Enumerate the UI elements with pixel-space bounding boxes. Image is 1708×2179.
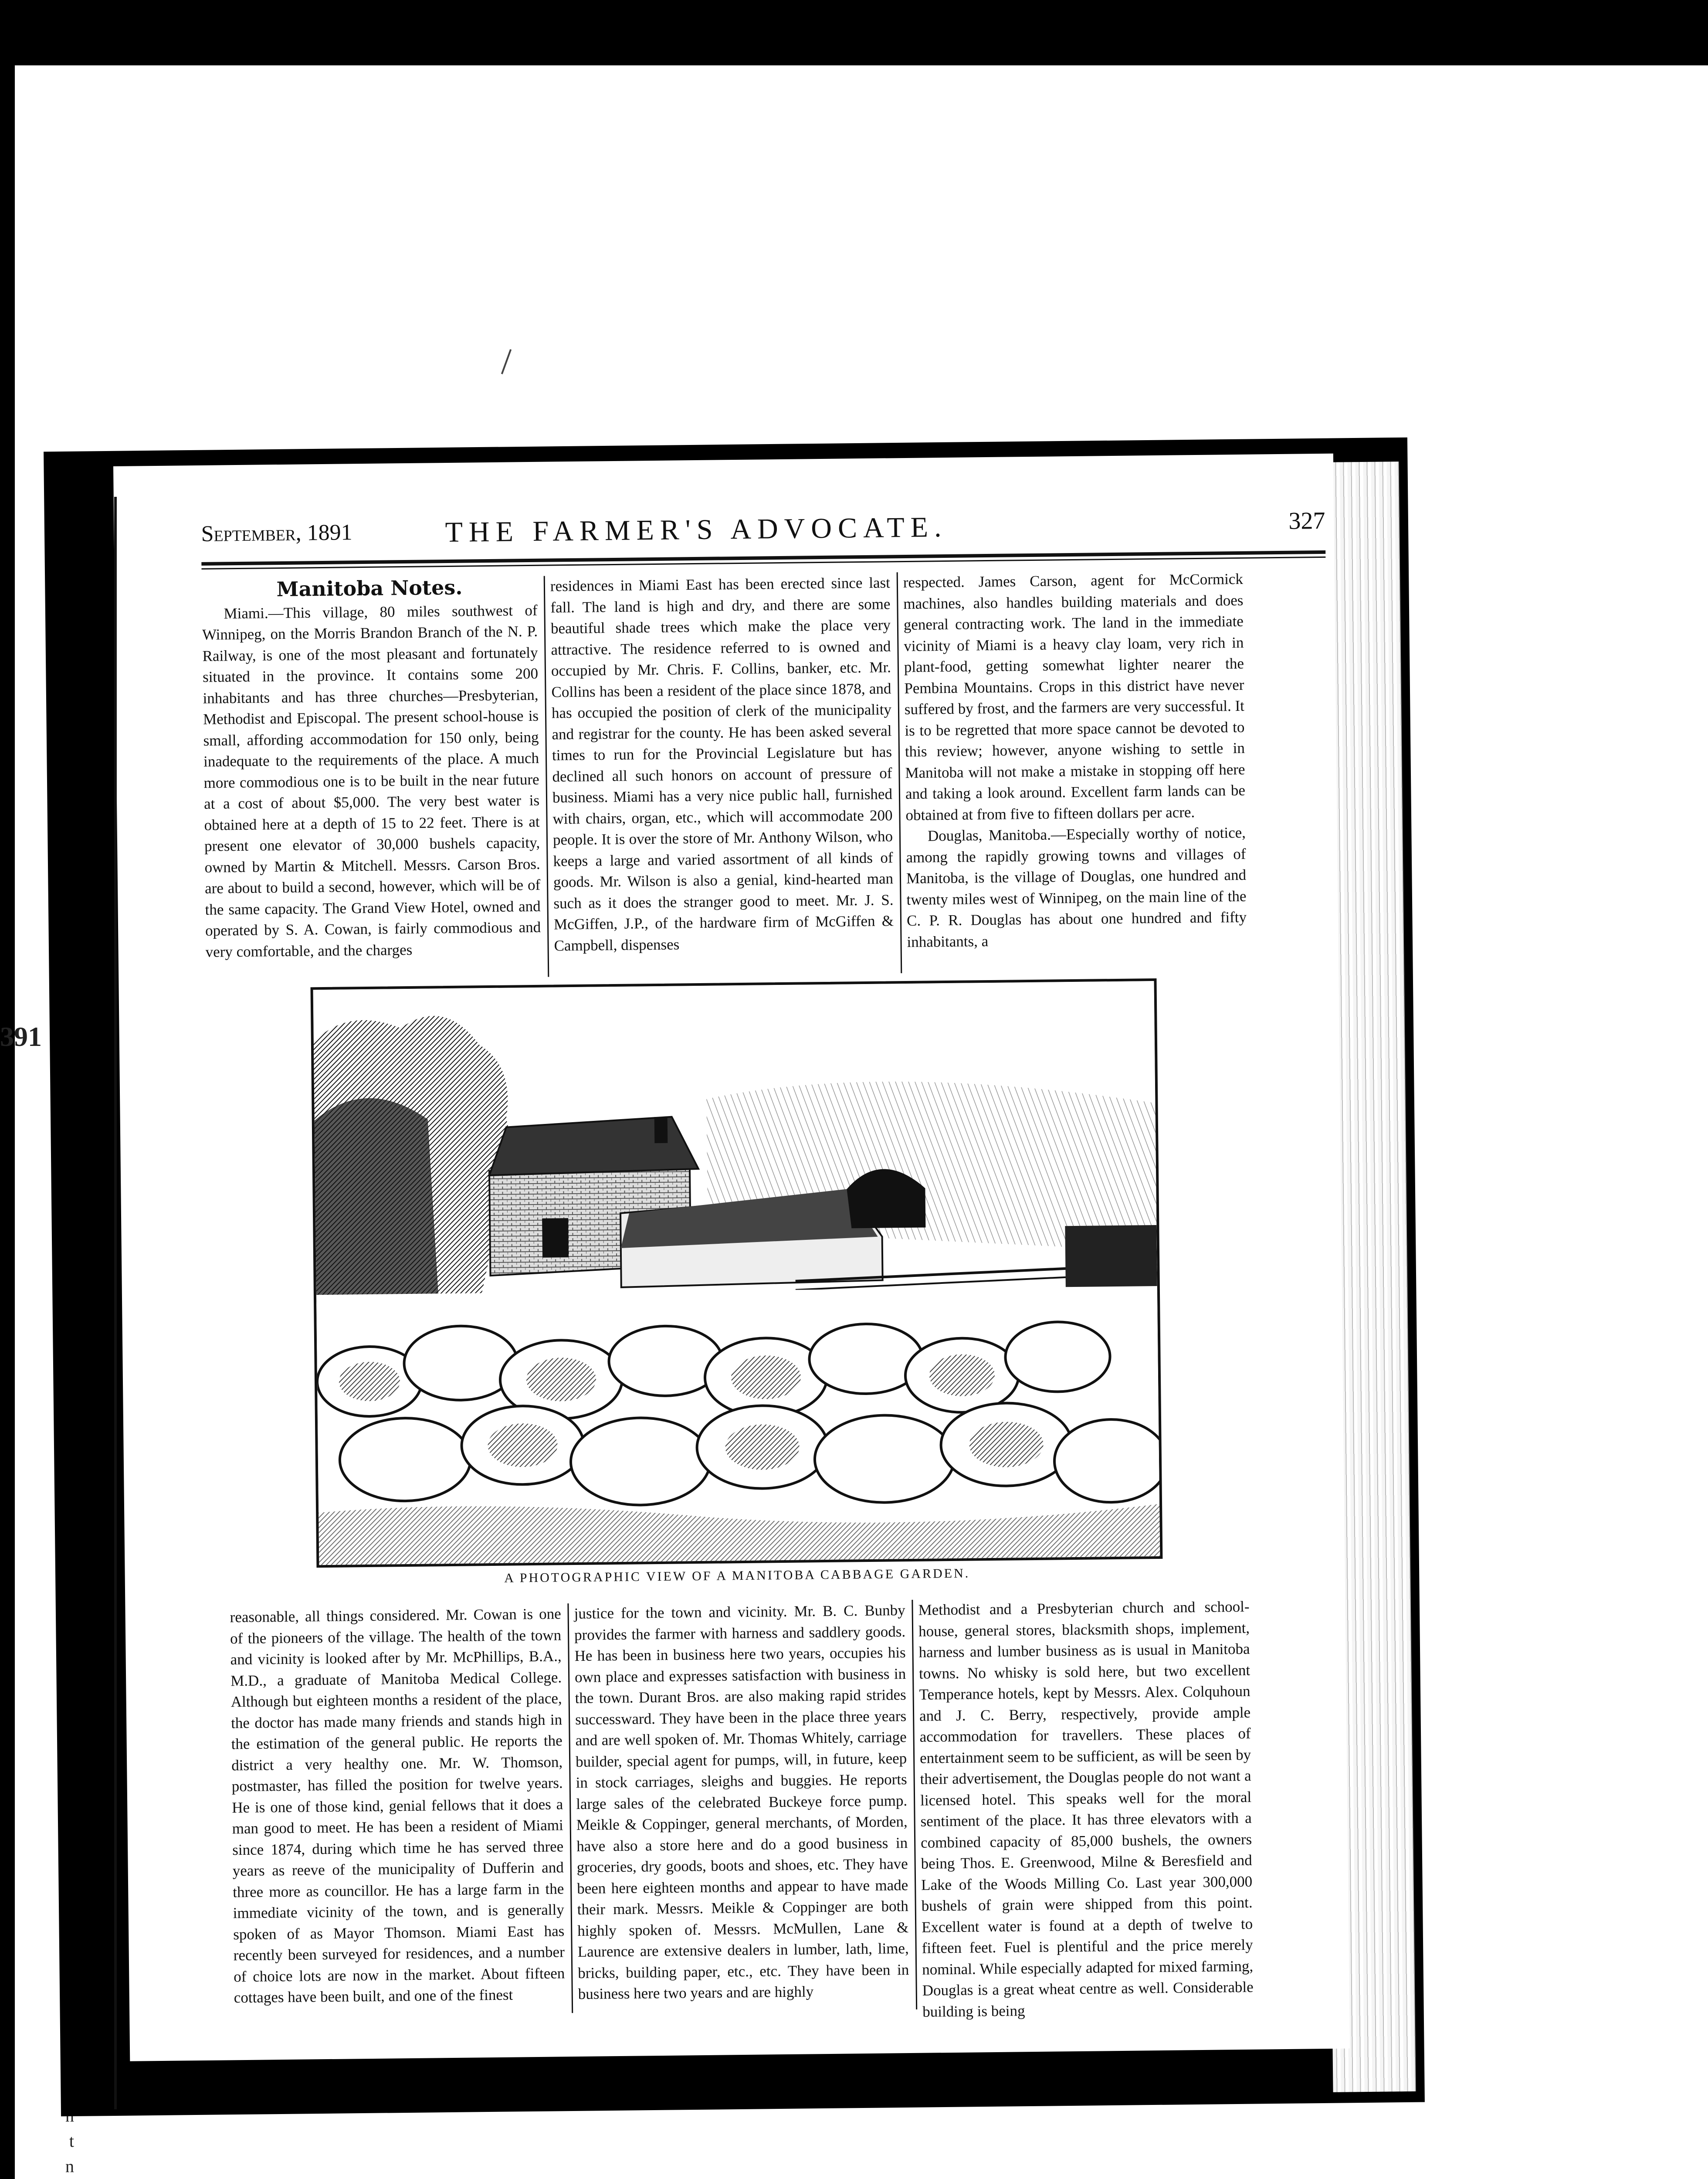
column-divider xyxy=(544,576,549,977)
page-header xyxy=(201,509,1325,556)
paragraph: respected. James Carson, agent for McCormick machines, also handles building materials and does general contracting work. The land in the immediate vicinity of Miami is a heavy clay loam, very rich in plant-food, getting somewhat lighter nearer the Pembina Mountains. Crops in this district have never suffered by frost, and the farmers are very successful. It is to be regretted that more space cannot be devoted to this review; however, anyone wishing to settle in Manitoba will not make a mistake in stopping off here and taking a look around. Excellent farm lands can be obtained at from five to fifteen dollars per acre. xyxy=(903,570,1246,824)
previous-page-number: 391 xyxy=(0,1021,42,1052)
paragraph: Methodist and a Presbyterian church and school-house, general stores, blacksmith shops, implement, harness and lumber business as is usual in Manitoba towns. No whisky is sold here, but two excellent Temperance hotels, kept by Messrs. Alex. Colquhoun and J. C. Berry, respectively, provide ample accommodation for travellers. These places of entertainment seem to be sufficient, as will be seen by their advertisement, the Douglas people do not want a licensed hotel. This speaks well for the moral sentiment of the place. It has three elevators with a combined capacity of 85,000 bushels, the owners being Thos. E. Greenwood, Milne & Beresfield and Lake of the Woods Milling Co. Last year 300,000 bushels of grain were shipped from this point. Excellent water is found at a depth of twelve to fifteen feet. Fuel is plentiful and the price merely nominal. While especially adapted for mixed farming, Douglas is a great wheat centre as well. Considerable building is being xyxy=(918,1598,1254,2020)
column-divider xyxy=(912,1600,917,2009)
issue-date: September, 1891 xyxy=(201,520,352,546)
column-1 xyxy=(202,576,541,963)
column-divider xyxy=(567,1603,573,2013)
previous-page-text-fragment: t xyxy=(69,2131,74,2151)
page-spine-line xyxy=(114,497,117,2109)
previous-page-text-fragment: n xyxy=(65,2156,74,2176)
paragraph: justice for the town and vicinity. Mr. B. C. Bunby provides the farmer with harness and saddlery goods. He has been in business here two years, occupies his own place and expresses satisfaction with business in the town. Durant Bros. are also making rapid strides successward. They have been in the place three years and are well spoken of. Mr. Thomas Whitely, carriage builder, special agent for pumps, will, in future, keep in stock carriages, sleighs and buggies. He reports large sales of the celebrated Buckeye force pump. Meikle & Coppinger, general merchants, of Morden, have also a store here and do a good business in groceries, dry goods, boots and shoes, etc. They have been here eighteen months and appear to have made their mark. Messrs. Meikle & Coppinger are both highly spoken of. Messrs. McMullen, Lane & Laurence are extensive dealers in lumber, lath, lime, bricks, building paper, etc., etc. They have been in business here two years and are highly xyxy=(574,1602,909,2003)
column-6 xyxy=(918,1596,1254,2023)
column-5 xyxy=(574,1600,909,2005)
paragraph: Miami.—This village, 80 miles southwest of Winnipeg, on the Morris Brandon Branch of the N. P. Railway, is one of the most pleasant and fortunately situated in the province. It contains some 200 inhabitants and has three churches—Presbyterian, Methodist and Episcopal. The present school-house is small, affording accommodation for 150 only, being inadequate to the requirements of the place. A much more commodious one is to be built in the near future at a cost of about $5,000. The very best water is obtained here at a depth of 15 to 22 feet. There is at present one elevator of 30,000 bushels capacity, owned by Martin & Mitchell. Messrs. Carson Bros. are about to build a second, however, which will be of the same capacity. The Grand View Hotel, owned and operated by S. A. Cowan, is fairly commodious and very comfortable, and the charges xyxy=(202,601,541,961)
article-heading: Manitoba Notes. xyxy=(276,575,463,601)
engraving-image xyxy=(313,981,1160,1565)
column-3 xyxy=(903,569,1247,953)
paragraph: reasonable, all things considered. Mr. Cowan is one of the pioneers of the village. The health of the town and vicinity is looked after by Mr. McPhillips, B.A., M.D., a graduate of Manitoba Medical College. Although but eighteen months a resident of the place, the doctor has made many friends and stands high in the estimation of the general public. He reports the district a very healthy one. Mr. W. Thomson, postmaster, has filled the position for twelve years. He is one of those kind, genial fellows that it does a man good to meet. He has been a resident of Miami since 1874, during which time he has served three years as reeve of the municipality of Dufferin and three more as councillor. He has a large farm in the immediate vicinity of the town, and is generally spoken of as Mayor Thomson. Miami East has recently been surveyed for residences, and a number of choice lots are now in the market. About fifteen cottages have been built, and one of the finest xyxy=(230,1605,565,2006)
column-4 xyxy=(230,1603,565,2008)
paragraph: residences in Miami East has been erected since last fall. The land is high and dry, and there are some beautiful shade trees which make the place very attractive. The residence referred to is owned and occupied by Mr. Chris. F. Collins, banker, etc. Mr. Collins has been a resident of the place since 1878, and has occupied the position of clerk of the municipality and registrar for the county. He has been asked several times to run for the Provincial Legislature but has declined all such honors on account of pressure of business. Miami has a very nice public hall, furnished with chairs, organ, etc., which will accommodate 200 people. It is over the store of Mr. Anthony Wilson, who keeps a large and varied assortment of all kinds of goods. Mr. Wilson is also a genial, kind-hearted man such as it does the stranger good to meet. Mr. J. S. McGiffen, J.P., of the hardware firm of McGiffen & Campbell, dispenses xyxy=(550,574,894,954)
magazine-page xyxy=(113,454,1350,2061)
column-divider xyxy=(897,572,902,973)
scan-border-top xyxy=(0,0,1708,65)
column-2 xyxy=(550,572,894,956)
cabbage-garden-illustration xyxy=(311,978,1163,1568)
paragraph: Douglas, Manitoba.—Especially worthy of notice, among the rapidly growing towns and villages of Manitoba, is the village of Douglas, one hundred and twenty miles west of Winnipeg, on the main line of the C. P. R. Douglas has about one hundred and fifty inhabitants, a xyxy=(906,824,1247,950)
illustration-caption: A PHOTOGRAPHIC VIEW OF A MANITOBA CABBAGE GARDEN. xyxy=(504,1566,970,1585)
publication-title: THE FARMER'S ADVOCATE. xyxy=(445,511,948,549)
page-number: 327 xyxy=(1288,507,1325,535)
